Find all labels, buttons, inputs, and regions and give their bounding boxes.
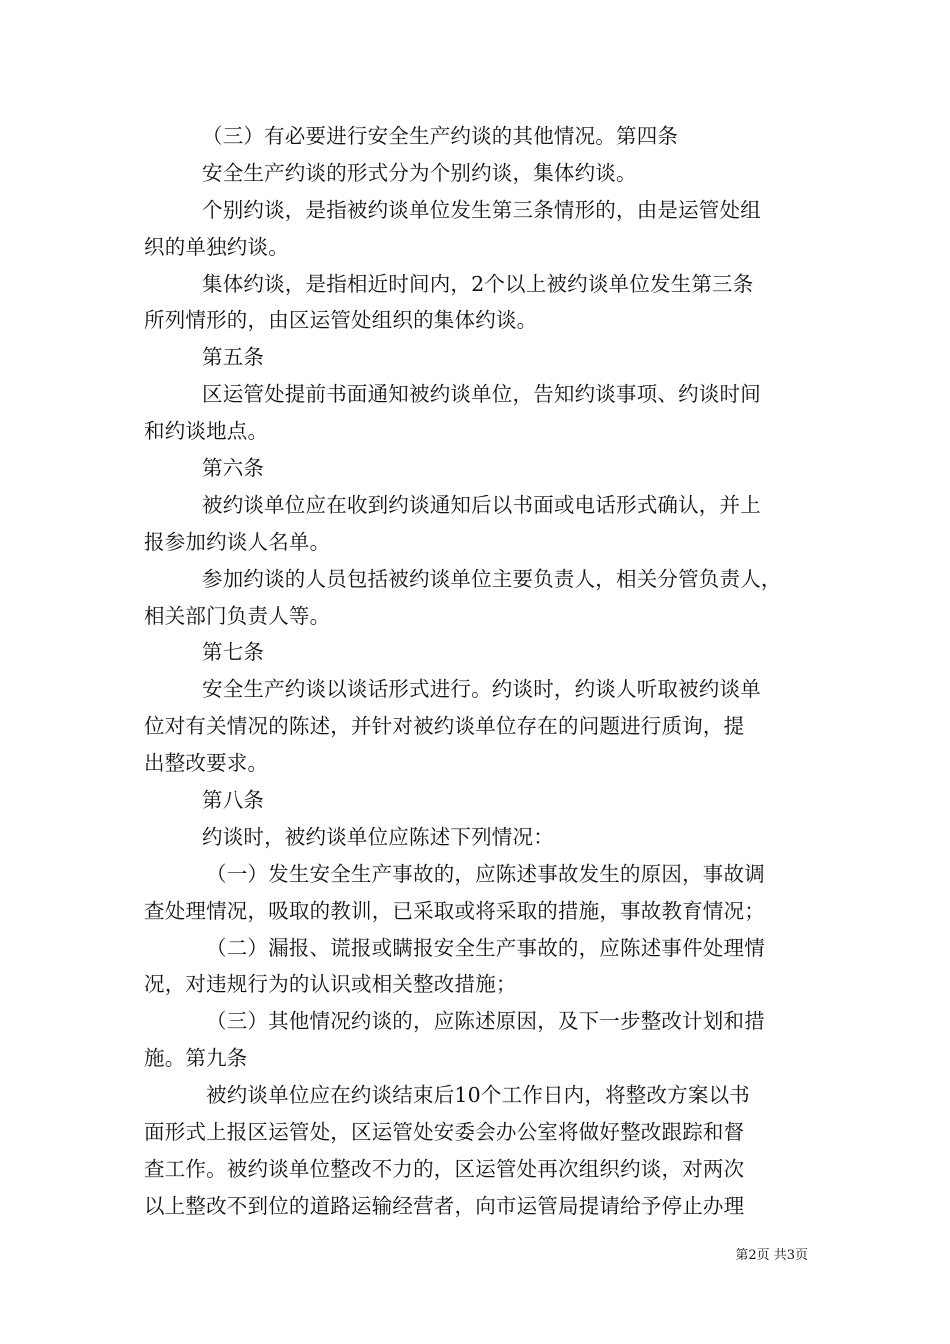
text-line: 安全生产约谈以谈话形式进行。约谈时，约谈人听取被约谈单 bbox=[202, 677, 761, 702]
text-line: 相关部门负责人等。 bbox=[144, 603, 331, 628]
text-line: 集体约谈，是指相近时间内，2个以上被约谈单位发生第三条 bbox=[202, 271, 754, 296]
text-line: 被约谈单位应在收到约谈通知后以书面或电话形式确认，并上 bbox=[202, 492, 761, 517]
text-line: 面形式上报区运管处，区运管处安委会办公室将做好整改跟踪和督 bbox=[144, 1120, 745, 1145]
text-line: （三）有必要进行安全生产约谈的其他情况。第四条 bbox=[202, 124, 679, 148]
text-line: 参加约谈的人员包括被约谈单位主要负责人，相关分管负责人， bbox=[202, 566, 782, 591]
text-line: 和约谈地点。 bbox=[144, 419, 269, 444]
text-line: 第六条 bbox=[202, 456, 265, 481]
text-line: 以上整改不到位的道路运输经营者，向市运管局提请给予停止办理 bbox=[144, 1193, 745, 1218]
document-body bbox=[144, 118, 808, 1225]
text-line: 安全生产约谈的形式分为个别约谈，集体约谈。 bbox=[202, 160, 637, 185]
text-line: 约谈时，被约谈单位应陈述下列情况： bbox=[202, 824, 554, 849]
text-line: 被约谈单位应在约谈结束后10个工作日内，将整改方案以书 bbox=[206, 1083, 750, 1108]
text-line: （二）漏报、谎报或瞒报安全生产事故的，应陈述事件处理情 bbox=[206, 935, 765, 960]
text-line: 第八条 bbox=[202, 788, 265, 813]
text-line: （三）其他情况约谈的，应陈述原因，及下一步整改计划和措 bbox=[206, 1009, 765, 1034]
text-line: 出整改要求。 bbox=[144, 751, 269, 776]
text-line: 个别约谈，是指被约谈单位发生第三条情形的，由是运管处组 bbox=[202, 197, 761, 222]
text-line: 第七条 bbox=[202, 640, 265, 665]
text-line: 施。第九条 bbox=[144, 1046, 248, 1071]
text-line: 查工作。被约谈单位整改不力的，区运管处再次组织约谈，对两次 bbox=[144, 1156, 745, 1181]
page-number-footer: 第2页 共3页 bbox=[735, 1248, 808, 1263]
text-line: 第五条 bbox=[202, 345, 265, 370]
text-line: （一）发生安全生产事故的，应陈述事故发生的原因，事故调 bbox=[206, 861, 765, 886]
text-line: 区运管处提前书面通知被约谈单位，告知约谈事项、约谈时间 bbox=[202, 382, 761, 407]
text-line: 况，对违规行为的认识或相关整改措施； bbox=[144, 972, 517, 997]
text-line: 织的单独约谈。 bbox=[144, 234, 289, 259]
text-line: 报参加约谈人名单。 bbox=[144, 529, 331, 554]
text-line: 所列情形的，由区运管处组织的集体约谈。 bbox=[144, 308, 538, 333]
text-line: 查处理情况，吸取的教训，已采取或将采取的措施，事故教育情况； bbox=[144, 898, 765, 923]
text-line: 位对有关情况的陈述，并针对被约谈单位存在的问题进行质询，提 bbox=[144, 714, 745, 739]
